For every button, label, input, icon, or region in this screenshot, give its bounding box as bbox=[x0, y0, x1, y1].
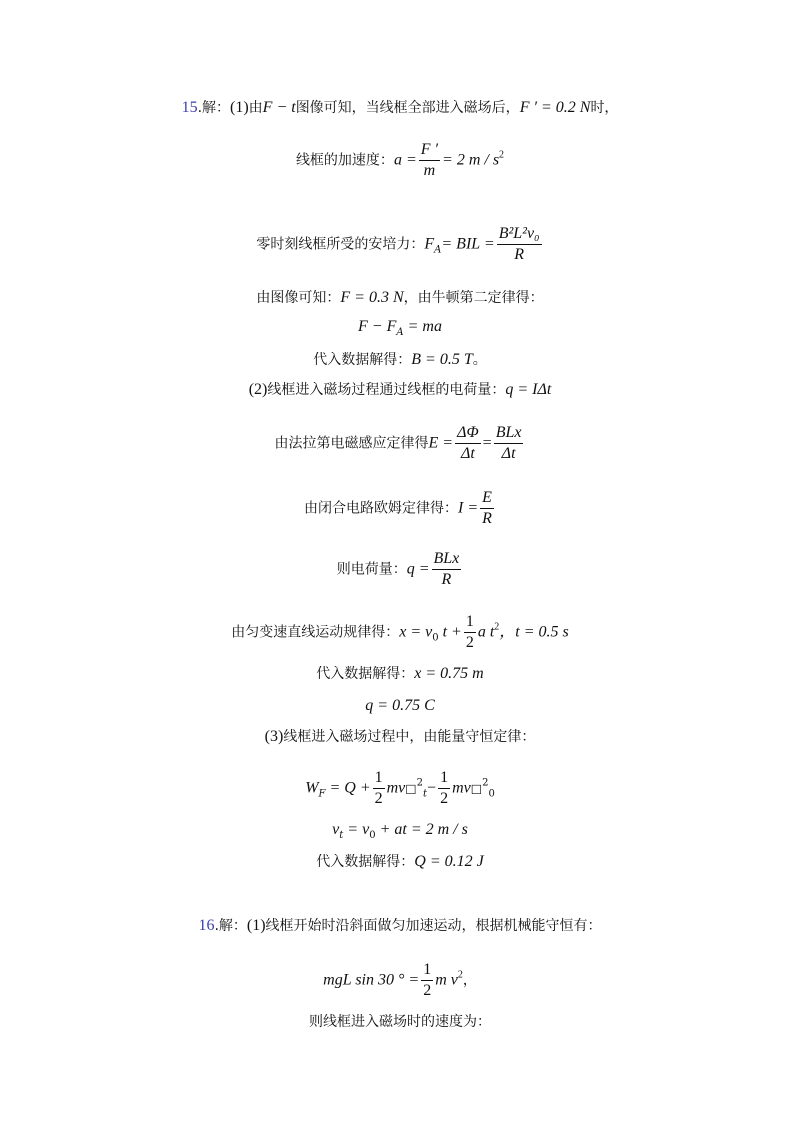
q15-charge-eq bbox=[0, 549, 800, 590]
q15-line-7 bbox=[0, 379, 800, 400]
subscript: 0 bbox=[488, 788, 495, 800]
superscript: 2 bbox=[457, 969, 463, 981]
q16-label: .解： bbox=[214, 918, 247, 934]
q15-part3: (3) bbox=[264, 728, 284, 745]
subscript: 0 bbox=[432, 632, 439, 644]
frac-num: ΔΦ bbox=[455, 423, 481, 444]
q15-newton-eq bbox=[0, 316, 800, 343]
q15-math: q = IΔt bbox=[505, 381, 552, 398]
frac-num: F ′ bbox=[419, 140, 440, 161]
q15-line-1 bbox=[0, 97, 800, 118]
q15-math: F − F bbox=[358, 318, 397, 335]
q15-text: 由 bbox=[248, 100, 263, 116]
q15-math: = bbox=[482, 434, 492, 452]
q15-energy-eq bbox=[0, 768, 800, 809]
q15-math: I = bbox=[458, 499, 479, 517]
frac-num: B²L²v₀ bbox=[497, 224, 542, 245]
subscript: t bbox=[339, 830, 344, 841]
q15-line-12 bbox=[0, 663, 800, 684]
q15-math: v bbox=[332, 821, 340, 838]
q15-math: = 2 m / s bbox=[442, 151, 500, 169]
q15-kinematics-eq bbox=[0, 612, 800, 653]
q15-math: Q = 0.12 J bbox=[414, 853, 484, 870]
q15-label: .解： bbox=[197, 100, 231, 116]
fraction bbox=[373, 768, 385, 809]
fraction bbox=[494, 423, 524, 464]
q15-text: 代入数据解得： bbox=[313, 352, 412, 368]
q15-ampere-force-eq bbox=[0, 224, 800, 265]
fraction bbox=[464, 612, 476, 653]
q15-math: a = bbox=[393, 151, 417, 169]
q15-text: 线框进入磁场过程通过线框的电荷量： bbox=[267, 382, 506, 398]
q16-part1: (1) bbox=[246, 917, 266, 934]
q15-math: B = 0.5 T bbox=[411, 351, 473, 368]
q15-text: 时， bbox=[590, 100, 619, 116]
q15-math: = Q + bbox=[325, 779, 371, 797]
frac-den: 2 bbox=[374, 790, 383, 807]
frac-num: BLx bbox=[494, 423, 524, 444]
q16-line-3 bbox=[0, 1011, 800, 1032]
q15-line-4 bbox=[0, 287, 800, 308]
q15-math: = v bbox=[343, 821, 370, 838]
q15-part1: (1) bbox=[230, 99, 249, 116]
q15-math: ，t = 0.5 s bbox=[499, 623, 569, 641]
frac-den: R bbox=[514, 246, 525, 263]
superscript: 2 bbox=[482, 777, 489, 789]
q16-math: m v bbox=[435, 971, 458, 989]
frac-num: 1 bbox=[373, 768, 385, 789]
q15-math: + at = 2 m / s bbox=[375, 821, 468, 838]
superscript: 2 bbox=[494, 621, 500, 633]
q15-math: mv bbox=[452, 779, 471, 797]
fraction bbox=[480, 488, 494, 529]
q15-ohm-eq bbox=[0, 488, 800, 529]
q16-number: 16 bbox=[198, 917, 215, 934]
q15-text: ，由牛顿第二定律得： bbox=[403, 290, 544, 306]
fraction bbox=[455, 423, 481, 464]
fraction bbox=[432, 549, 462, 590]
frac-den: R bbox=[441, 571, 452, 588]
frac-num: 1 bbox=[438, 768, 450, 789]
q15-math: a t bbox=[477, 623, 495, 641]
subscript: A bbox=[396, 327, 404, 338]
q15-text: 图像可知，当线框全部进入磁场后， bbox=[295, 100, 520, 116]
q15-math: − bbox=[427, 779, 437, 797]
q15-math: F = 0.3 N bbox=[340, 289, 404, 306]
frac-num: 1 bbox=[464, 612, 476, 633]
q16-line-1 bbox=[0, 915, 800, 936]
q15-line-14 bbox=[0, 726, 800, 747]
q16-math: mgL sin 30 ° = bbox=[323, 971, 420, 989]
q15-math: t + bbox=[438, 623, 462, 641]
superscript: 2 bbox=[416, 777, 423, 789]
q15-text: 零时刻线框所受的安培力： bbox=[256, 236, 425, 253]
frac-num: 1 bbox=[421, 960, 433, 981]
q15-math: q = bbox=[406, 560, 430, 578]
q15-acceleration-eq bbox=[0, 140, 800, 181]
fraction bbox=[438, 768, 450, 809]
subscript: t bbox=[423, 788, 428, 800]
q15-text: 则电荷量： bbox=[336, 561, 407, 578]
subscript: A bbox=[434, 244, 442, 256]
frac-den: 2 bbox=[440, 790, 449, 807]
q15-text: 代入数据解得： bbox=[316, 854, 415, 870]
q15-math: F ′ = 0.2 N bbox=[519, 99, 591, 116]
q15-text: 代入数据解得： bbox=[316, 666, 415, 682]
fraction bbox=[497, 224, 542, 265]
q15-line-6 bbox=[0, 349, 800, 370]
q15-math: E = bbox=[428, 434, 454, 452]
q15-line-13 bbox=[0, 695, 800, 716]
q15-math: W bbox=[305, 779, 319, 797]
q16-energy-eq bbox=[0, 960, 800, 1001]
q15-number: 15 bbox=[181, 99, 198, 116]
q15-text: 。 bbox=[472, 352, 487, 368]
frac-den: 2 bbox=[465, 634, 474, 651]
frac-num: E bbox=[480, 488, 494, 509]
q15-line-17 bbox=[0, 851, 800, 872]
q15-velocity-eq bbox=[0, 819, 800, 846]
q15-part2: (2) bbox=[248, 381, 268, 398]
placeholder-box-icon: □ bbox=[405, 781, 417, 796]
q15-text: 线框进入磁场过程中，由能量守恒定律： bbox=[283, 729, 536, 745]
placeholder-box-icon: □ bbox=[470, 781, 483, 796]
q15-math: F bbox=[424, 235, 435, 253]
q16-text: 线框开始时沿斜面做匀加速运动，根据机械能守恒有： bbox=[265, 918, 602, 934]
q15-math: = BIL = bbox=[441, 235, 495, 253]
q15-math: x = 0.75 m bbox=[414, 665, 484, 682]
q15-text: 线框的加速度： bbox=[295, 152, 394, 169]
frac-den: m bbox=[423, 162, 436, 179]
frac-den: R bbox=[482, 510, 492, 527]
q15-text: 由闭合电路欧姆定律得： bbox=[304, 500, 459, 517]
q15-text: 由匀变速直线运动规律得： bbox=[231, 624, 400, 641]
q15-math: F − t bbox=[262, 99, 296, 116]
q16-text: 则线框进入磁场时的速度为： bbox=[309, 1014, 491, 1030]
q15-math: x = v bbox=[399, 623, 433, 641]
q15-math: q = 0.75 C bbox=[365, 697, 435, 714]
q15-text: 由图像可知： bbox=[256, 290, 341, 306]
subscript: F bbox=[318, 788, 326, 800]
subscript: 0 bbox=[369, 830, 376, 841]
q16-text: ， bbox=[462, 972, 477, 989]
fraction bbox=[421, 960, 433, 1001]
q15-math: = ma bbox=[403, 318, 442, 335]
q15-math: mv bbox=[386, 779, 406, 797]
frac-den: 2 bbox=[423, 982, 432, 999]
q15-text: 由法拉第电磁感应定律得 bbox=[274, 435, 429, 452]
q15-faraday-eq bbox=[0, 423, 800, 464]
frac-den: Δt bbox=[501, 445, 516, 462]
superscript: 2 bbox=[499, 149, 505, 161]
frac-den: Δt bbox=[460, 445, 475, 462]
frac-num: BLx bbox=[432, 549, 462, 570]
fraction bbox=[419, 140, 440, 181]
